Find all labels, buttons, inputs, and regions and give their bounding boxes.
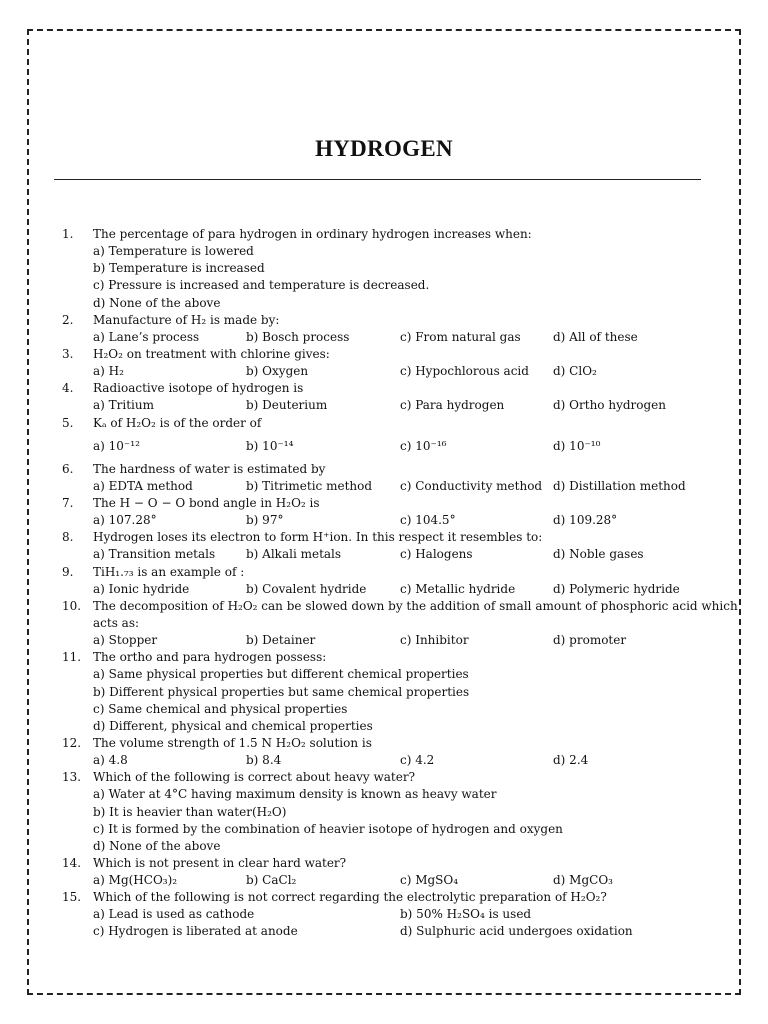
question-number: 3. (62, 346, 74, 361)
option-a: a) H₂ (93, 364, 124, 379)
question-text: Which of the following is not correct regarding the electrolytic preparation of H₂O₂? (93, 890, 607, 905)
option-b: b) CaCl₂ (246, 873, 297, 888)
option-a: a) 4.8 (93, 753, 128, 768)
question-text: The volume strength of 1.5 N H₂O₂ solution is (93, 735, 372, 750)
option-a: a) Lead is used as cathode (93, 907, 255, 922)
option-c: c) 104.5° (400, 513, 456, 528)
question-number: 14. (62, 855, 82, 870)
question-number: 5. (62, 415, 74, 430)
option-c: c) Inhibitor (400, 633, 469, 648)
option-c: c) Metallic hydride (400, 581, 516, 596)
option-c: c) Same chemical and physical properties (93, 701, 348, 716)
option-a: a) Ionic hydride (93, 581, 190, 596)
option-d: d) Polymeric hydride (553, 581, 680, 596)
option-d: d) Sulphuric acid undergoes oxidation (400, 924, 633, 939)
question-number: 7. (62, 495, 74, 510)
question-number: 11. (62, 650, 82, 665)
option-b: b) 97° (246, 513, 284, 528)
option-a: a) 10⁻¹² (93, 438, 140, 453)
question-5 (62, 415, 722, 432)
option-d: d) 2.4 (553, 753, 589, 768)
question-7 (62, 495, 722, 512)
option-b: b) 50% H₂SO₄ is used (400, 907, 532, 922)
option-c: c) Hypochlorous acid (400, 364, 529, 379)
option-a: a) Temperature is lowered (93, 244, 254, 259)
title-divider (54, 179, 701, 180)
question-number: 8. (62, 530, 74, 545)
question-number: 2. (62, 312, 74, 327)
option-a: a) Tritium (93, 398, 154, 413)
option-b: b) Oxygen (246, 364, 309, 379)
option-a: a) Mg(HCO₃)₂ (93, 873, 178, 888)
option-b: b) Covalent hydride (246, 581, 367, 596)
option-d: d) MgCO₃ (553, 873, 613, 888)
question-text-continued: acts as: (93, 615, 140, 630)
option-c: c) MgSO₄ (400, 873, 459, 888)
question-text: The percentage of para hydrogen in ordinary hydrogen increases when: (93, 227, 532, 241)
option-c: c) It is formed by the combination of heavier isotope of hydrogen and oxygen (93, 821, 563, 836)
question-number: 13. (62, 770, 82, 785)
option-a: a) Stopper (93, 633, 158, 648)
question-4 (62, 380, 722, 397)
question-number: 6. (62, 461, 74, 476)
option-d: d) 10⁻¹⁰ (553, 438, 601, 453)
option-b: b) Alkali metals (246, 547, 342, 562)
option-b: b) Detainer (246, 633, 316, 648)
question-number: 12. (62, 735, 82, 750)
option-b: b) 8.4 (246, 753, 282, 768)
question-text: H₂O₂ on treatment with chlorine gives: (93, 346, 330, 361)
option-a: a) Water at 4°C having maximum density is known as heavy water (93, 787, 497, 802)
question-text: Which is not present in clear hard water? (93, 855, 347, 870)
option-c: c) 4.2 (400, 753, 435, 768)
question-1 (62, 226, 722, 243)
question-text: TiH₁.₇₃ is an example of : (93, 564, 245, 579)
question-text: The ortho and para hydrogen possess: (93, 650, 327, 665)
option-c: c) Para hydrogen (400, 398, 505, 413)
option-b: b) Deuterium (246, 398, 328, 413)
option-a: a) EDTA method (93, 478, 193, 493)
option-b: b) It is heavier than water(H₂O) (93, 804, 287, 819)
question-15 (62, 889, 722, 906)
question-6 (62, 461, 722, 478)
question-11 (62, 649, 722, 666)
question-number: 9. (62, 564, 74, 579)
question-13 (62, 769, 722, 786)
option-c: c) 10⁻¹⁶ (400, 438, 447, 453)
question-number: 15. (62, 890, 82, 905)
question-text: The hardness of water is estimated by (93, 461, 326, 476)
option-b: b) 10⁻¹⁴ (246, 438, 294, 453)
question-3 (62, 346, 722, 363)
question-8 (62, 529, 722, 546)
option-a: a) 107.28° (93, 513, 157, 528)
option-b: b) Bosch process (246, 329, 350, 344)
option-b: b) Different physical properties but same chemical properties (93, 684, 470, 699)
option-b: b) Titrimetic method (246, 478, 373, 493)
option-a: a) Same physical properties but different chemical properties (93, 667, 469, 682)
option-c: c) Hydrogen is liberated at anode (93, 924, 298, 939)
option-d: d) All of these (553, 329, 638, 344)
question-text: Kₐ of H₂O₂ is of the order of (93, 415, 262, 430)
question-9 (62, 564, 722, 581)
option-d: d) None of the above (93, 838, 221, 853)
question-12 (62, 735, 722, 752)
option-c: c) From natural gas (400, 329, 521, 344)
question-10 (62, 598, 738, 615)
question-14 (62, 855, 722, 872)
option-c: c) Conductivity method (400, 478, 543, 493)
option-d: d) Ortho hydrogen (553, 398, 667, 413)
option-a: a) Transition metals (93, 547, 216, 562)
option-c: c) Pressure is increased and temperature is decreased. (93, 278, 430, 293)
question-text: Manufacture of H₂ is made by: (93, 312, 280, 327)
question-number: 4. (62, 381, 74, 396)
option-d: d) Different, physical and chemical properties (93, 718, 373, 733)
option-d: d) None of the above (93, 295, 221, 310)
option-d: d) Noble gases (553, 547, 644, 562)
option-d: d) Distillation method (553, 478, 686, 493)
option-d: d) ClO₂ (553, 364, 597, 379)
question-text: Which of the following is correct about heavy water? (93, 770, 416, 785)
question-number: 10. (62, 598, 82, 613)
question-text: Radioactive isotope of hydrogen is (93, 381, 304, 396)
question-text: The decomposition of H₂O₂ can be slowed down by the addition of small amount of phosphoric acid which (93, 598, 738, 613)
question-2 (62, 312, 722, 329)
question-text: The H − O − O bond angle in H₂O₂ is (93, 495, 320, 510)
question-list (62, 226, 738, 941)
question-number: 1. (62, 227, 74, 241)
question-text: Hydrogen loses its electron to form H⁺ion. In this respect it resembles to: (93, 530, 543, 545)
option-a: a) Lane’s process (93, 329, 200, 344)
option-b: b) Temperature is increased (93, 261, 265, 276)
option-d: d) promoter (553, 633, 627, 648)
page-title: HYDROGEN (315, 136, 453, 161)
option-c: c) Halogens (400, 547, 473, 562)
option-d: d) 109.28° (553, 513, 618, 528)
